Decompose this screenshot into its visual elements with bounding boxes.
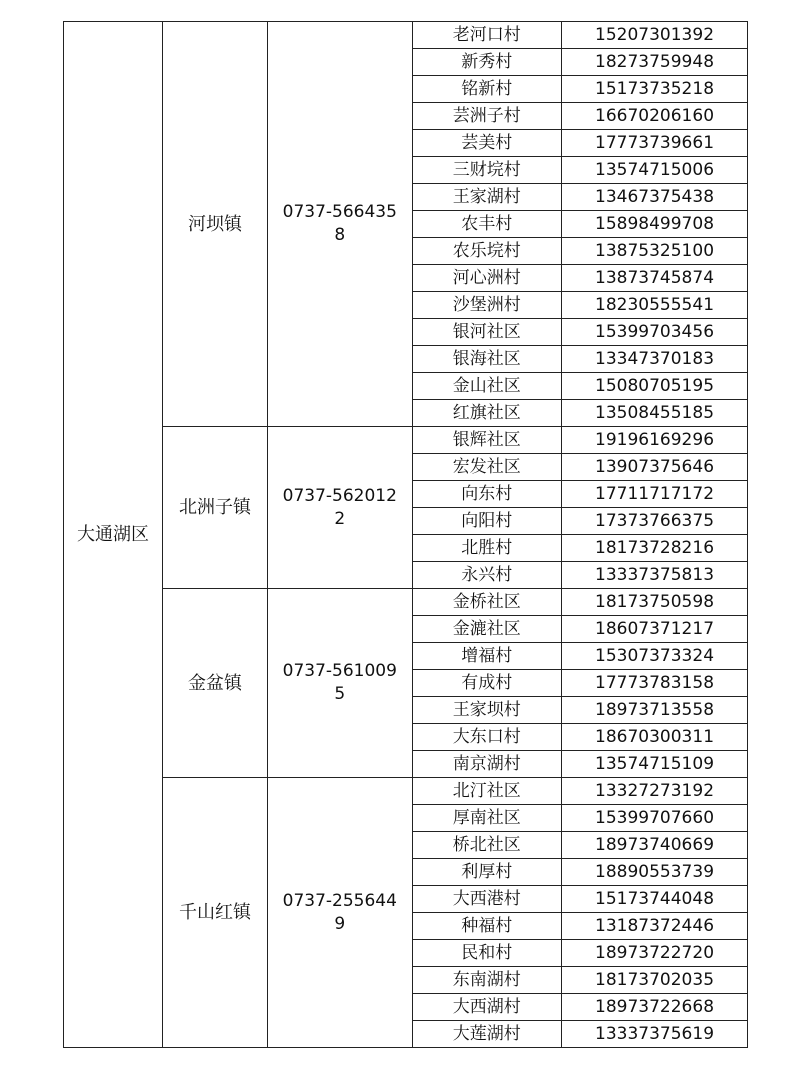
contact-table (63, 21, 748, 1048)
village-name: 民和村 (412, 940, 562, 967)
village-name: 新秀村 (412, 49, 562, 76)
village-phone: 18973713558 (562, 697, 748, 724)
village-phone: 18230555541 (562, 292, 748, 319)
district-name: 大通湖区 (64, 22, 163, 1048)
village-name: 金漉社区 (412, 616, 562, 643)
village-phone: 19196169296 (562, 427, 748, 454)
village-name: 老河口村 (412, 22, 562, 49)
village-phone: 13508455185 (562, 400, 748, 427)
village-phone: 13347370183 (562, 346, 748, 373)
village-name: 芸洲子村 (412, 103, 562, 130)
town-name: 河坝镇 (163, 22, 268, 427)
village-phone: 15173744048 (562, 886, 748, 913)
town-phone-line2: 8 (334, 225, 346, 245)
contact-table-body (64, 22, 748, 1048)
village-name: 厚南社区 (412, 805, 562, 832)
village-name: 沙堡洲村 (412, 292, 562, 319)
village-name: 桥北社区 (412, 832, 562, 859)
village-phone: 13907375646 (562, 454, 748, 481)
village-name: 银河社区 (412, 319, 562, 346)
village-phone: 15207301392 (562, 22, 748, 49)
village-name: 王家湖村 (412, 184, 562, 211)
village-phone: 16670206160 (562, 103, 748, 130)
village-name: 大莲湖村 (412, 1021, 562, 1048)
village-name: 金山社区 (412, 373, 562, 400)
town-phone-line1: 0737-561009 (282, 661, 397, 681)
village-phone: 13187372446 (562, 913, 748, 940)
village-name: 向东村 (412, 481, 562, 508)
town-name: 金盆镇 (163, 589, 268, 778)
table-row (64, 427, 748, 454)
village-name: 利厚村 (412, 859, 562, 886)
village-phone: 13574715006 (562, 157, 748, 184)
village-name: 东南湖村 (412, 967, 562, 994)
village-name: 南京湖村 (412, 751, 562, 778)
village-name: 农乐垸村 (412, 238, 562, 265)
town-phone (268, 589, 412, 778)
village-phone: 18173728216 (562, 535, 748, 562)
village-phone: 17711717172 (562, 481, 748, 508)
village-phone: 13467375438 (562, 184, 748, 211)
village-name: 金桥社区 (412, 589, 562, 616)
village-phone: 13875325100 (562, 238, 748, 265)
village-phone: 17373766375 (562, 508, 748, 535)
village-phone: 18973740669 (562, 832, 748, 859)
village-phone: 15898499708 (562, 211, 748, 238)
town-phone-line1: 0737-255644 (282, 890, 397, 911)
village-name: 红旗社区 (412, 400, 562, 427)
village-name: 王家坝村 (412, 697, 562, 724)
town-phone (268, 22, 412, 427)
town-phone-line2: 2 (334, 508, 346, 529)
village-phone: 18973722720 (562, 940, 748, 967)
table-row (64, 778, 748, 805)
village-phone: 13327273192 (562, 778, 748, 805)
village-name: 铭新村 (412, 76, 562, 103)
village-name: 宏发社区 (412, 454, 562, 481)
town-phone (268, 427, 412, 589)
village-phone: 17773783158 (562, 670, 748, 697)
town-phone-line2: 9 (334, 913, 346, 934)
village-phone: 13337375813 (562, 562, 748, 589)
town-phone (268, 778, 412, 1048)
town-phone-line1: 0737-566435 (282, 202, 397, 222)
village-phone: 15307373324 (562, 643, 748, 670)
village-phone: 18173702035 (562, 967, 748, 994)
village-name: 北汀社区 (412, 778, 562, 805)
village-name: 大西港村 (412, 886, 562, 913)
village-name: 大西湖村 (412, 994, 562, 1021)
village-name: 大东口村 (412, 724, 562, 751)
village-phone: 15173735218 (562, 76, 748, 103)
village-phone: 17773739661 (562, 130, 748, 157)
village-name: 向阳村 (412, 508, 562, 535)
village-name: 河心洲村 (412, 265, 562, 292)
village-phone: 18670300311 (562, 724, 748, 751)
village-name: 芸美村 (412, 130, 562, 157)
village-name: 北胜村 (412, 535, 562, 562)
village-name: 银辉社区 (412, 427, 562, 454)
village-name: 增福村 (412, 643, 562, 670)
village-name: 三财垸村 (412, 157, 562, 184)
town-phone-line1: 0737-562012 (282, 485, 397, 506)
village-name: 有成村 (412, 670, 562, 697)
village-phone: 18973722668 (562, 994, 748, 1021)
village-phone: 15080705195 (562, 373, 748, 400)
table-row (64, 22, 748, 49)
village-phone: 18607371217 (562, 616, 748, 643)
village-phone: 13574715109 (562, 751, 748, 778)
village-phone: 18173750598 (562, 589, 748, 616)
village-phone: 13337375619 (562, 1021, 748, 1048)
village-phone: 18890553739 (562, 859, 748, 886)
village-name: 农丰村 (412, 211, 562, 238)
village-name: 永兴村 (412, 562, 562, 589)
town-name: 千山红镇 (163, 778, 268, 1048)
village-phone: 15399707660 (562, 805, 748, 832)
village-phone: 18273759948 (562, 49, 748, 76)
village-phone: 15399703456 (562, 319, 748, 346)
town-phone-line2: 5 (334, 684, 346, 704)
village-name: 种福村 (412, 913, 562, 940)
town-name: 北洲子镇 (163, 427, 268, 589)
village-name: 银海社区 (412, 346, 562, 373)
table-row (64, 589, 748, 616)
village-phone: 13873745874 (562, 265, 748, 292)
